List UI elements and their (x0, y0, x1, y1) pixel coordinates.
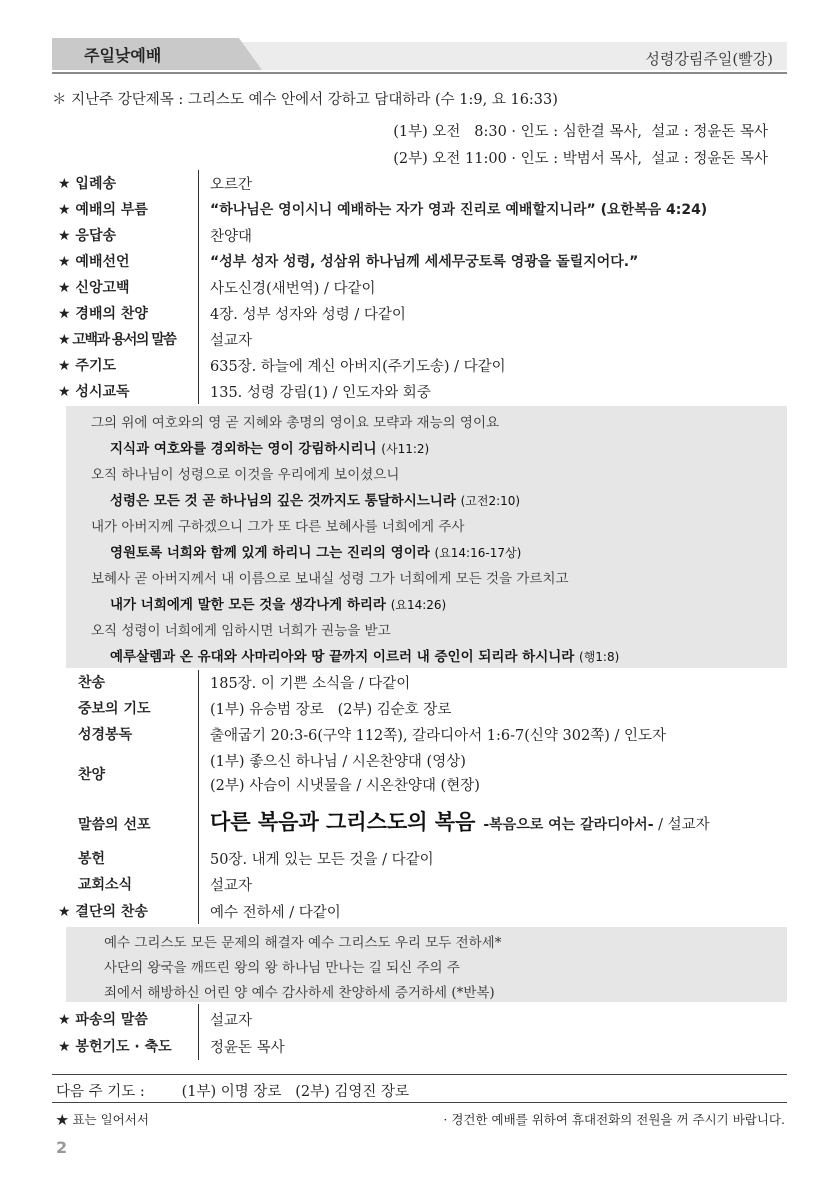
order-row-benediction (58, 1033, 787, 1059)
reading-leader-line: 오직 성령이 너희에게 임하시면 너희가 권능을 받고 (91, 623, 391, 639)
order-value: 출애굽기 20:3-6(구약 112쪽), 갈라디아서 1:6-7(신약 302쪽) / 인도자 (210, 728, 667, 744)
order-value: “하나님은 영이시니 예배하는 자가 영과 진리로 예배할지니라” (요한복음 4:24) (210, 202, 708, 218)
order-row-entrance (58, 170, 787, 196)
phone-note: · 경건한 예배를 위하여 휴대전화의 전원을 꺼 주시기 바랍니다. (443, 1112, 785, 1127)
order-value: 635장. 하늘에 계신 아버지(주기도송) / 다같이 (210, 359, 506, 375)
order-value: (1부) 유승범 장로 (2부) 김순호 장로 (210, 702, 452, 718)
responsive-reading (66, 406, 787, 668)
order-label: ★ 주기도 (58, 358, 116, 374)
order-label: 교회소식 (78, 877, 133, 893)
reading-leader-line: 오직 하나님이 성령으로 이것을 우리에게 보이셨으니 (91, 467, 400, 483)
order-row-praise (58, 300, 787, 326)
reading-leader-line: 그의 위에 여호와의 영 곧 지혜와 총명의 영이요 모략과 재능의 영이요 (91, 415, 500, 431)
lyric-line: 죄에서 해방하신 어린 양 예수 감사하세 찬양하세 증거하세 (*반복) (104, 985, 495, 1001)
order-label: ★ 성시교독 (58, 384, 130, 400)
reading-people-line: 성령은 모든 것 곧 하나님의 깊은 것까지도 통달하시느니라 (고전2:10) (110, 493, 521, 509)
reading-reference: (고전2:10) (460, 494, 521, 508)
order-value: 정윤돈 목사 (210, 1040, 285, 1056)
order-value: 50장. 내게 있는 모든 것을 / 다같이 (210, 852, 434, 868)
order-value: 찬양대 (210, 229, 253, 245)
order-row-response (58, 222, 787, 248)
next-week-prayer: 다음 주 기도 : (1부) 이명 장로 (2부) 김영진 장로 (56, 1084, 410, 1100)
order-label: ★ 예배의 부름 (58, 202, 148, 218)
order-label: ★ 경배의 찬양 (58, 306, 148, 322)
section-header (52, 38, 787, 70)
footer-divider (52, 1102, 787, 1103)
order-label: ★ 신앙고백 (58, 280, 130, 296)
hymn-lyrics (66, 927, 787, 1002)
order-row-creed (58, 274, 787, 300)
order-label: ★ 입례송 (58, 176, 116, 192)
order-label: 성경봉독 (78, 727, 133, 743)
reading-reference: (요14:26) (390, 598, 447, 612)
order-column-divider (198, 170, 199, 404)
service-2-info: (2부) 오전 11:00 · 인도 : 박범서 목사, 설교 : 정윤돈 목사 (393, 151, 768, 167)
stand-note: ★ 표는 일어서서 (56, 1112, 149, 1127)
anthem-service-1: (1부) 좋으신 하나님 / 시온찬양대 (영상) (210, 754, 466, 770)
order-value: 설교자 (210, 878, 253, 894)
service-1-info: (1부) 오전 8:30 · 인도 : 심한결 목사, 설교 : 정윤돈 목사 (393, 124, 768, 140)
order-label: ★ 응답송 (58, 228, 116, 244)
order-label: ★ 봉헌기도 · 축도 (58, 1039, 172, 1055)
reading-people-line: 예루살렘과 온 유대와 사마리아와 땅 끝까지 이르러 내 증인이 되리라 하시니라 (행1:8) (110, 649, 620, 665)
order-label: 말씀의 선포 (78, 817, 151, 833)
page-title: 주일낮예배 (84, 46, 162, 65)
order-label: 찬송 (78, 675, 106, 691)
order-label: ★ 고백과 용서의 말씀 (58, 332, 176, 348)
order-label: 봉헌 (78, 851, 106, 867)
order-row-responsive-reading (58, 378, 787, 404)
order-column-divider (198, 670, 199, 924)
order-label: ★ 결단의 찬송 (58, 904, 148, 920)
order-column-divider (198, 1004, 199, 1060)
reading-reference: (사11:2) (381, 442, 430, 456)
order-value: “성부 성자 성령, 성삼위 하나님께 세세무궁토록 영광을 돌릴지어다.” (210, 254, 639, 270)
sermon (210, 806, 710, 836)
sermon-title: 다른 복음과 그리스도의 복음 (210, 810, 476, 834)
order-row-commitment-hymn (58, 898, 787, 924)
order-value: 오르간 (210, 177, 253, 193)
reading-reference: (요14:16-17상) (434, 546, 522, 560)
reading-people-line: 내가 너희에게 말한 모든 것을 생각나게 하리라 (요14:26) (110, 597, 447, 613)
order-value: 설교자 (210, 333, 253, 349)
order-row-sending-word (58, 1006, 787, 1032)
page-number: 2 (56, 1138, 68, 1157)
order-row-confession (58, 326, 787, 352)
liturgical-season: 성령강림주일(빨강) (645, 50, 773, 68)
anthem-service-2: (2부) 사슴이 시냇물을 / 시온찬양대 (현장) (210, 778, 480, 794)
order-label: ★ 파송의 말씀 (58, 1012, 148, 1028)
footer-divider (52, 1074, 787, 1075)
reading-leader-line: 내가 아버지께 구하겠으니 그가 또 다른 보혜사를 너희에게 주사 (91, 519, 465, 535)
order-label: 중보의 기도 (78, 701, 151, 717)
order-row-call-to-worship (58, 196, 787, 222)
order-value: 사도신경(새번역) / 다같이 (210, 281, 376, 297)
order-value: 4장. 성부 성자와 성령 / 다같이 (210, 307, 406, 323)
reading-people-line: 지식과 여호와를 경외하는 영이 강림하시리니 (사11:2) (110, 441, 430, 457)
order-label: ★ 예배선언 (58, 254, 130, 270)
reading-people-line: 영원토록 너희와 함께 있게 하리니 그는 진리의 영이라 (요14:16-17상) (110, 545, 522, 561)
reading-reference: (행1:8) (579, 650, 620, 664)
order-value: 설교자 (210, 1013, 253, 1029)
lyric-line: 예수 그리스도 모든 문제의 해결자 예수 그리스도 우리 모두 전하세* (104, 935, 502, 951)
sermon-subtitle: -복음으로 여는 갈라디아서- (483, 817, 654, 833)
previous-sermon-title: ＊ 지난주 강단제목 : 그리스도 예수 안에서 강하고 담대하라 (수 1:9, 요 16:33) (52, 92, 558, 108)
lyric-line: 사단의 왕국을 깨뜨린 왕의 왕 하나님 만나는 길 되신 주의 주 (104, 960, 460, 976)
order-value: 135. 성령 강림(1) / 인도자와 회중 (210, 385, 431, 401)
reading-leader-line: 보혜사 곧 아버지께서 내 이름으로 보내실 성령 그가 너희에게 모든 것을 가르치고 (91, 571, 569, 587)
header-divider (52, 72, 787, 74)
order-value: 예수 전하세 / 다같이 (210, 905, 341, 921)
order-row-declaration (58, 248, 787, 274)
order-value: 185장. 이 기쁜 소식을 / 다같이 (210, 676, 411, 692)
sermon-preacher: / 설교자 (653, 817, 710, 833)
order-label: 찬양 (78, 767, 106, 783)
order-row-lords-prayer (58, 352, 787, 378)
